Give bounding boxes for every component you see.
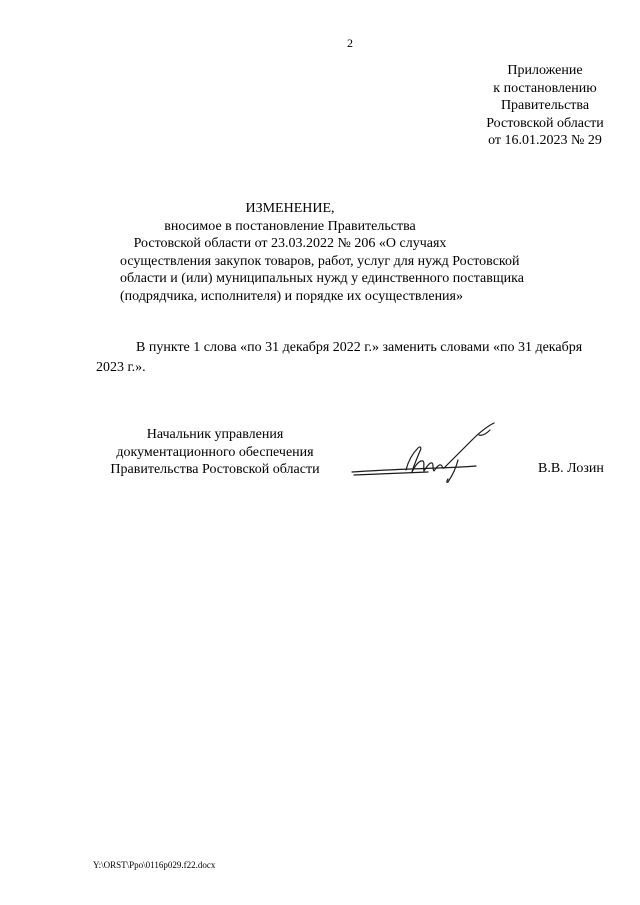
appendix-line: Ростовской области [486, 115, 604, 131]
appendix-line: от 16.01.2023 № 29 [488, 133, 602, 148]
title-line: области и (или) муниципальных нужд у единственного поставщика [120, 271, 524, 286]
body-line: 2023 г.». [96, 360, 146, 375]
file-path: Y:\ORST\Ppo\0116p029.f22.docx [93, 860, 216, 870]
document-title [120, 200, 524, 305]
handwritten-signature [348, 420, 508, 490]
signatory-position [90, 426, 340, 479]
page-number: 2 [347, 36, 353, 50]
appendix-reference [440, 62, 640, 150]
appendix-line: Приложение [507, 63, 583, 78]
title-line: вносимое в постановление Правительства [164, 218, 416, 234]
title-line: (подрядчика, исполнителя) и порядке их осуществления» [120, 288, 463, 304]
position-line: Начальник управления [146, 427, 284, 442]
position-line: Правительства Ростовской области [110, 462, 320, 477]
body-paragraph [96, 338, 596, 378]
appendix-line: Правительства [500, 98, 590, 113]
appendix-line: к постановлению [493, 80, 597, 96]
title-heading: ИЗМЕНЕНИЕ, [245, 201, 335, 216]
signatory-name: В.В. Лозин [538, 461, 604, 476]
title-line: Ростовской области от 23.03.2022 № 206 «О случаях [133, 236, 447, 251]
position-line: документационного обеспечения [116, 444, 314, 460]
body-line: В пункте 1 слова «по 31 декабря 2022 г.» заменить словами «по 31 декабря [136, 340, 583, 355]
title-line: осуществления закупок товаров, работ, услуг для нужд Ростовской [120, 253, 520, 269]
